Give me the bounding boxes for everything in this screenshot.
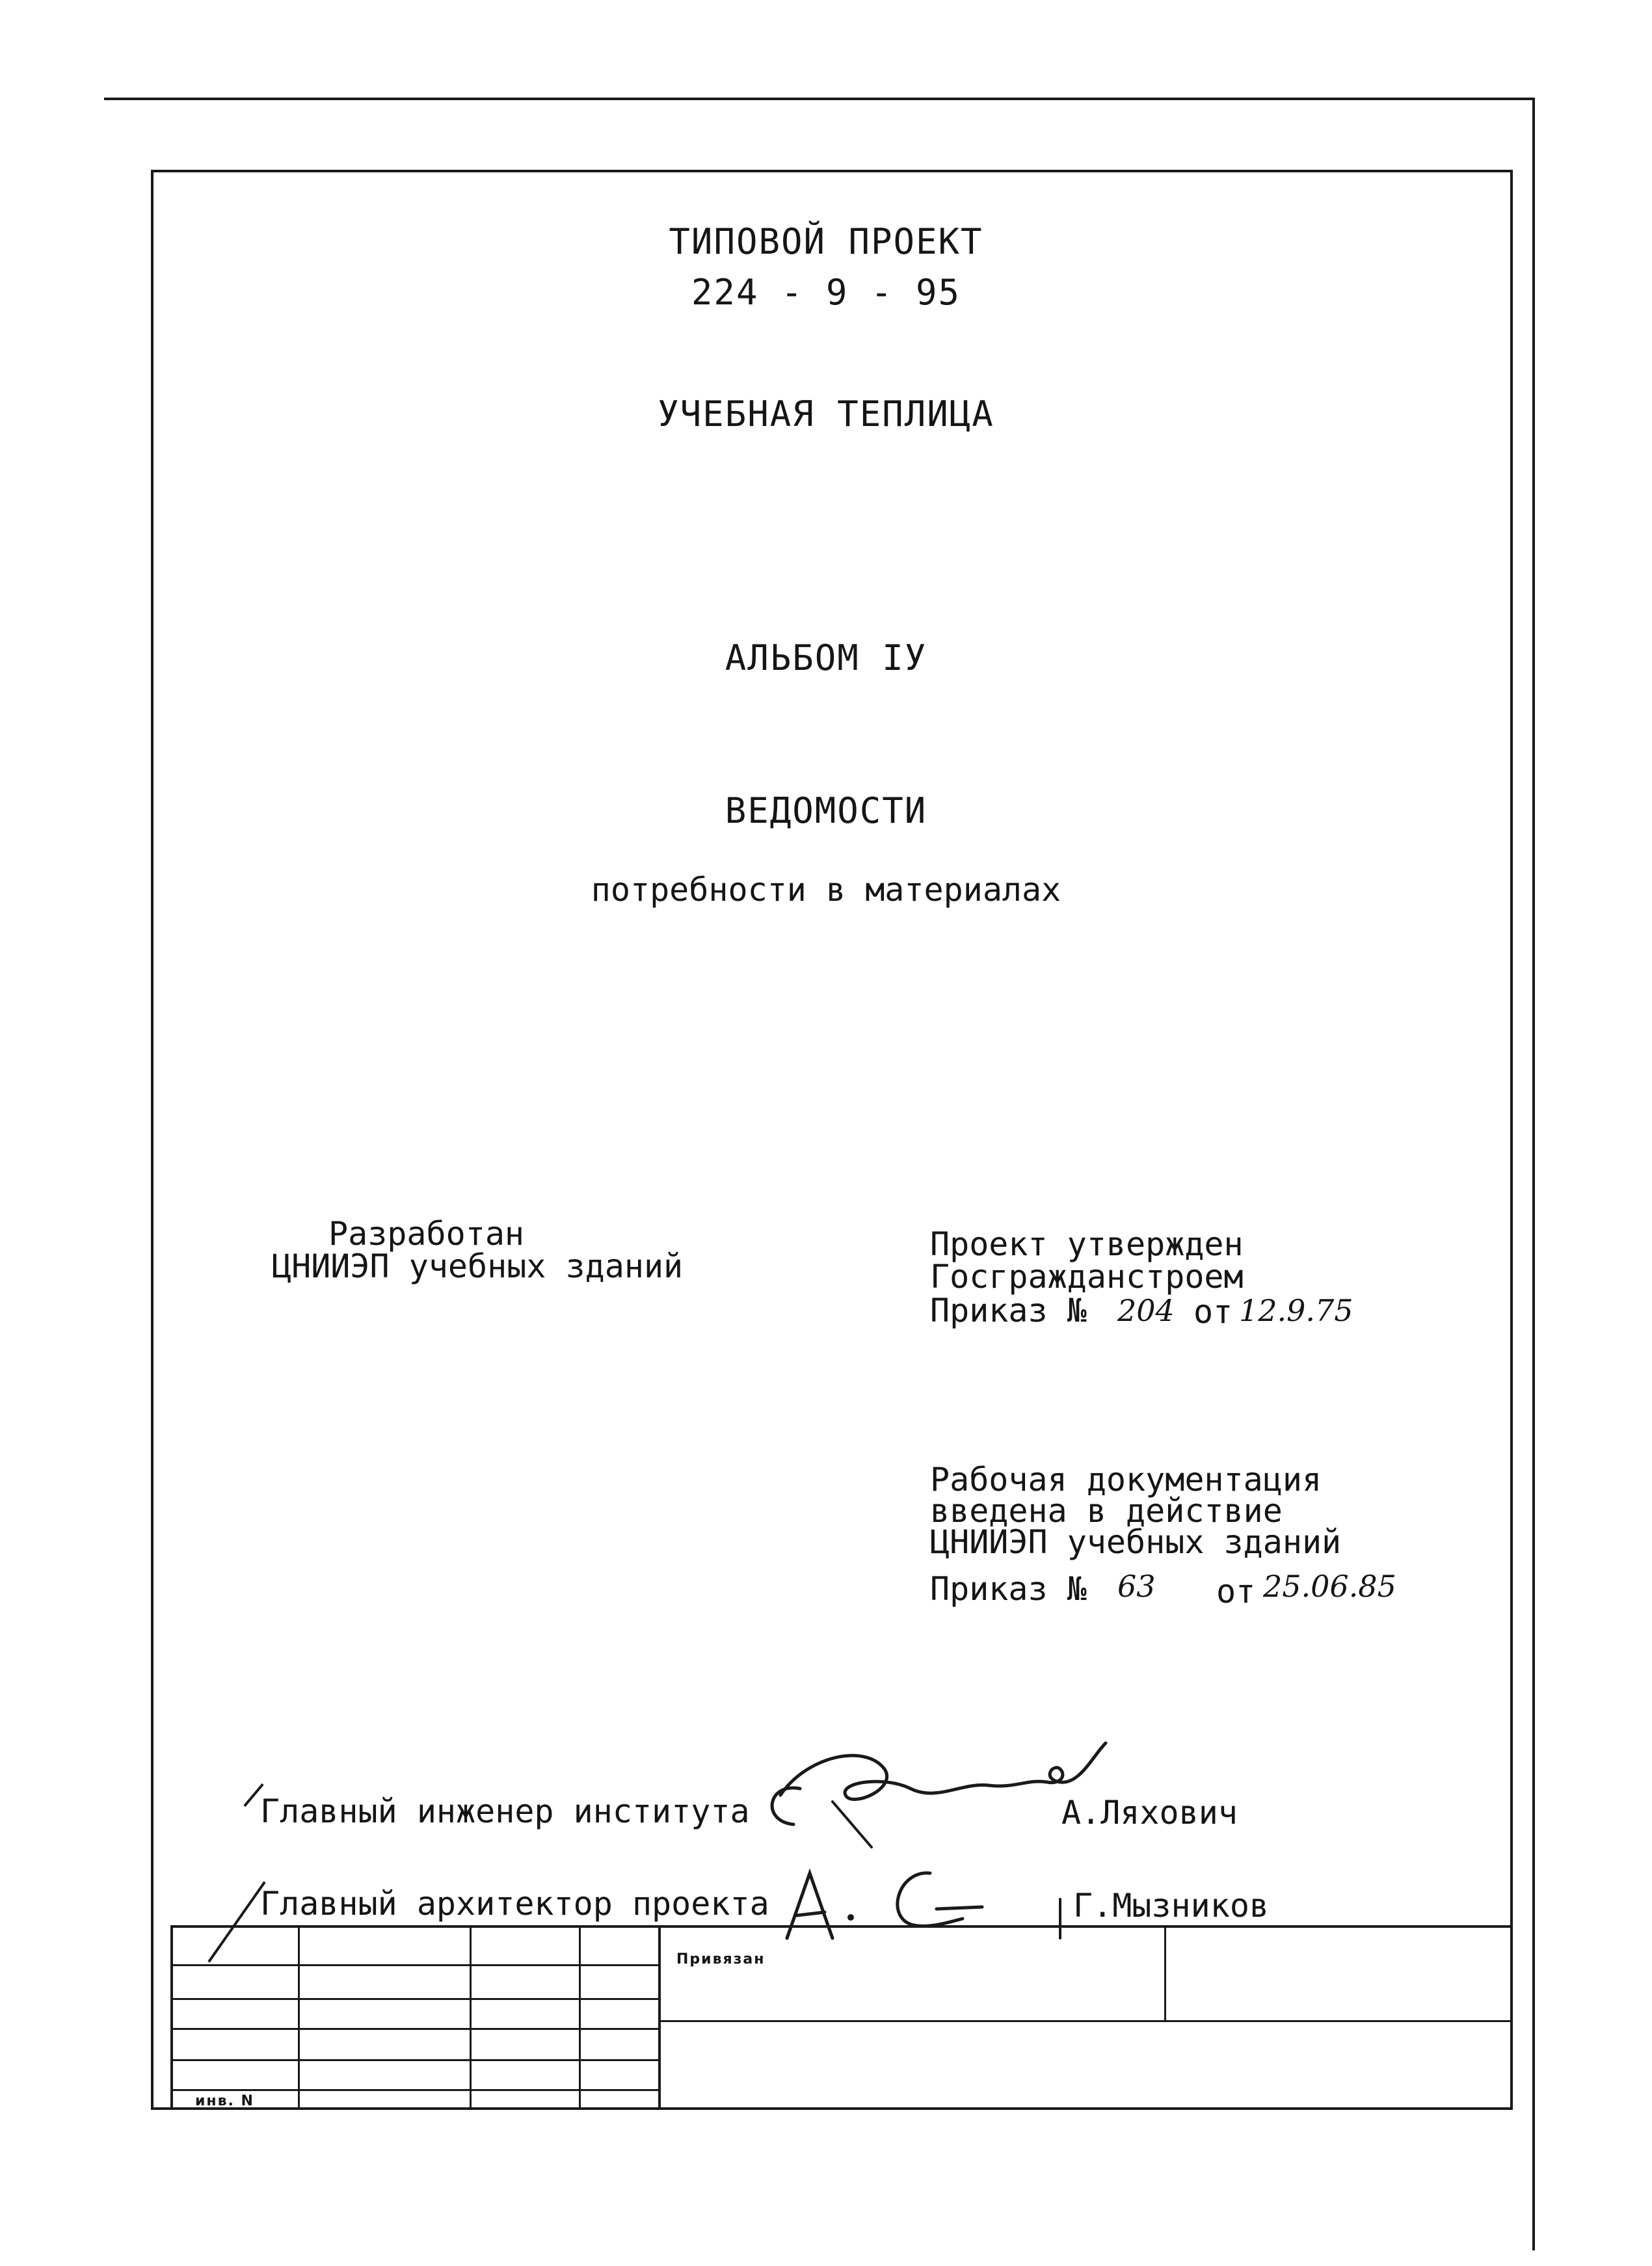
frame-top-border — [151, 170, 1512, 172]
enactment-line2: введена в действие — [930, 1492, 1283, 1530]
enactment-order-label: Приказ № — [930, 1570, 1087, 1608]
stamp-col-6 — [1164, 1925, 1166, 2021]
stamp-row-1 — [170, 1964, 659, 1966]
stamp-left-col-line — [170, 1925, 173, 2110]
project-number: 224 - 9 - 95 — [691, 272, 961, 313]
stamp-top-line — [170, 1925, 1513, 1928]
enactment-order-number: 63 — [1117, 1569, 1156, 1604]
enactment-date: 25.06.85 — [1263, 1569, 1396, 1604]
stamp-col-5 — [658, 1925, 661, 2107]
enactment-line1: Рабочая документация — [930, 1461, 1322, 1499]
stamp-col-2 — [298, 1925, 300, 2107]
chief-engineer-signature — [754, 1717, 1119, 1854]
stamp-row-2 — [170, 1998, 659, 2000]
approval-date: 12.9.75 — [1239, 1293, 1353, 1328]
stamp-row-5 — [170, 2089, 659, 2091]
frame-bottom-border — [151, 2107, 1513, 2110]
stamp-row-3b — [658, 2020, 1513, 2022]
developer-line1: Разработан — [328, 1215, 525, 1253]
chief-architect-title: Главный архитектор проекта — [260, 1885, 769, 1923]
developer-line2: ЦНИИЭП учебных зданий — [272, 1247, 684, 1285]
doc-subtitle: потребности в материалах — [591, 871, 1061, 909]
approval-line1: Проект утвержден — [930, 1225, 1244, 1263]
project-name: УЧЕБНАЯ ТЕПЛИЦА — [658, 393, 994, 434]
album-title: АЛЬБОМ IУ — [725, 637, 927, 678]
approval-order-number: 204 — [1117, 1293, 1175, 1328]
project-type: ТИПОВОЙ ПРОЕКТ — [669, 221, 983, 262]
approval-line2: Госгражданстроем — [930, 1258, 1244, 1296]
top-edge-line — [104, 98, 1535, 100]
enactment-date-label: от — [1216, 1573, 1256, 1610]
doc-title: ВЕДОМОСТИ — [725, 790, 927, 831]
chief-architect-name: Г.Мызников — [1073, 1887, 1270, 1925]
stamp-col-3 — [470, 1925, 472, 2107]
stamp-linked-label: Привязан — [676, 1951, 766, 1967]
frame-right-border — [1510, 170, 1513, 2110]
stamp-row-4 — [170, 2059, 659, 2061]
frame-left-border — [151, 170, 153, 2110]
stamp-row-3 — [170, 2028, 659, 2030]
chief-architect-tick — [207, 1881, 265, 1962]
stamp-inv-label: инв. N — [195, 2093, 254, 2109]
enactment-line3: ЦНИИЭП учебных зданий — [930, 1523, 1342, 1561]
chief-architect-signature — [774, 1860, 1073, 1958]
stamp-col-4 — [579, 1925, 581, 2107]
approval-date-label: от — [1193, 1293, 1233, 1331]
chief-engineer-title: Главный инженер института — [260, 1793, 750, 1830]
approval-order-label: Приказ № — [930, 1292, 1087, 1329]
chief-engineer-name: А.Ляхович — [1061, 1794, 1238, 1832]
